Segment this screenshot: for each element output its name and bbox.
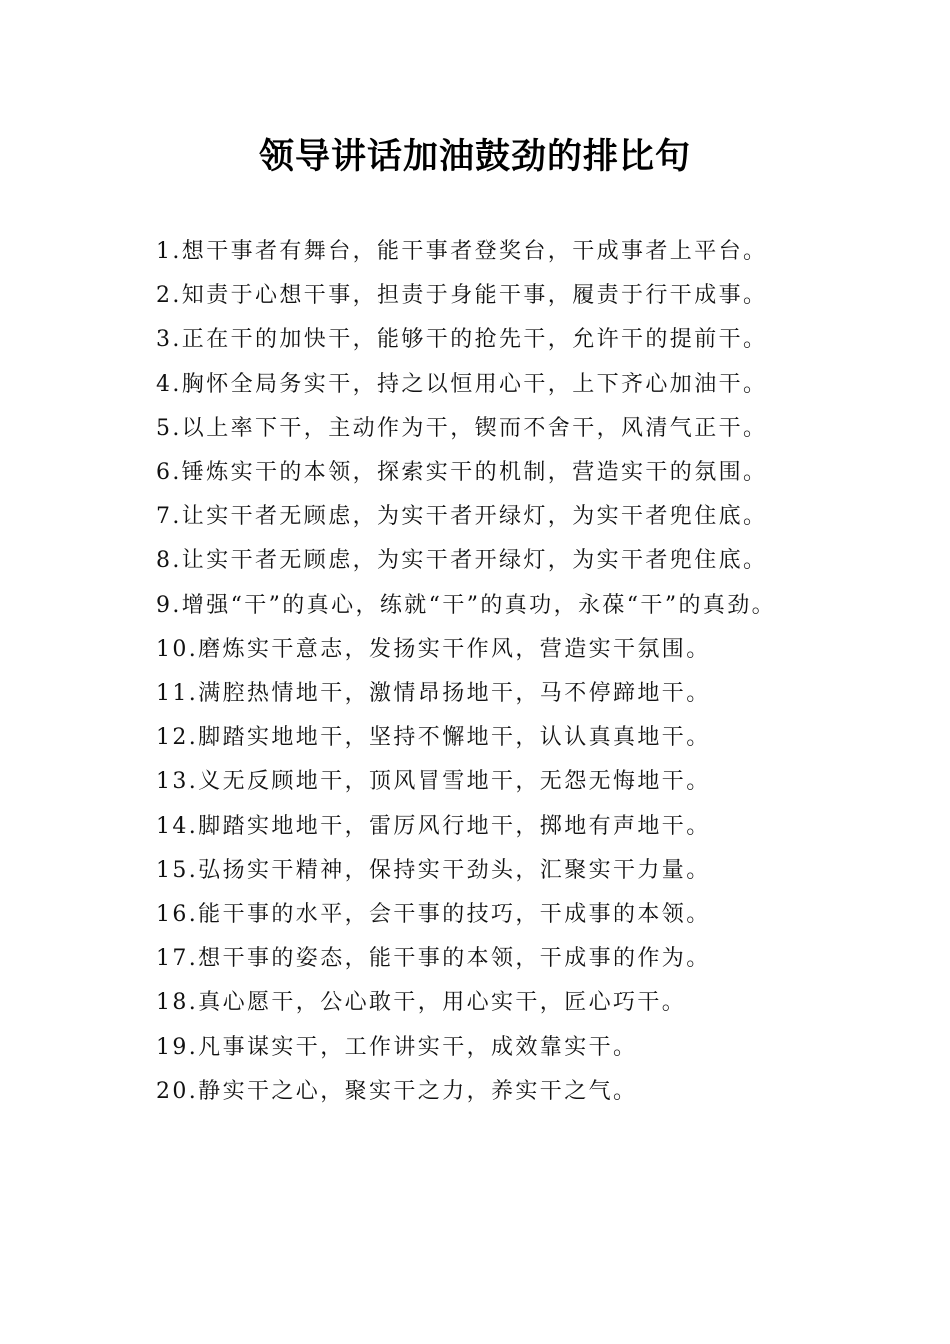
- list-item: 3.正在干的加快干，能够干的抢先干，允许干的提前干。: [156, 327, 768, 353]
- list-item: 6.锤炼实干的本领，探索实干的机制，营造实干的氛围。: [156, 460, 768, 486]
- list-item: 2.知责于心想干事，担责于身能干事，履责于行干成事。: [156, 283, 768, 309]
- list-item: 16.能干事的水平，会干事的技巧，干成事的本领。: [156, 902, 711, 928]
- list-item: 9.增强“干”的真心，练就“干”的真功，永葆“干”的真劲。: [156, 592, 777, 618]
- list-item: 14.脚踏实地地干，雷厉风行地干，掷地有声地干。: [156, 813, 711, 839]
- list-item: 20.静实干之心，聚实干之力，养实干之气。: [156, 1078, 638, 1104]
- list-item: 10.磨炼实干意志，发扬实干作风，营造实干氛围。: [156, 636, 711, 662]
- list-item: 13.义无反顾地干，顶风冒雪地干，无怨无悔地干。: [156, 769, 711, 795]
- list-item: 18.真心愿干，公心敢干，用心实干，匠心巧干。: [156, 990, 687, 1016]
- document-title: 领导讲话加油鼓劲的排比句: [258, 136, 691, 177]
- list-item: 17.想干事的姿态，能干事的本领，干成事的作为。: [156, 946, 711, 972]
- list-item: 15.弘扬实干精神，保持实干劲头，汇聚实干力量。: [156, 857, 711, 883]
- list-item: 4.胸怀全局务实干，持之以恒用心干，上下齐心加油干。: [156, 371, 768, 397]
- list-item: 7.让实干者无顾虑，为实干者开绿灯，为实干者兜住底。: [156, 504, 768, 530]
- list-item: 5.以上率下干，主动作为干，锲而不舍干，风清气正干。: [156, 415, 768, 441]
- list-item: 1.想干事者有舞台，能干事者登奖台，干成事者上平台。: [156, 239, 768, 264]
- list-item: 11.满腔热情地干，激情昂扬地干，马不停蹄地干。: [156, 681, 711, 707]
- list-item: 8.让实干者无顾虑，为实干者开绿灯，为实干者兜住底。: [156, 548, 768, 574]
- list-item: 12.脚踏实地地干，坚持不懈地干，认认真真地干。: [156, 725, 711, 751]
- list-item: 19.凡事谋实干，工作讲实干，成效靠实干。: [156, 1034, 638, 1060]
- sentence-list: [118, 230, 833, 1114]
